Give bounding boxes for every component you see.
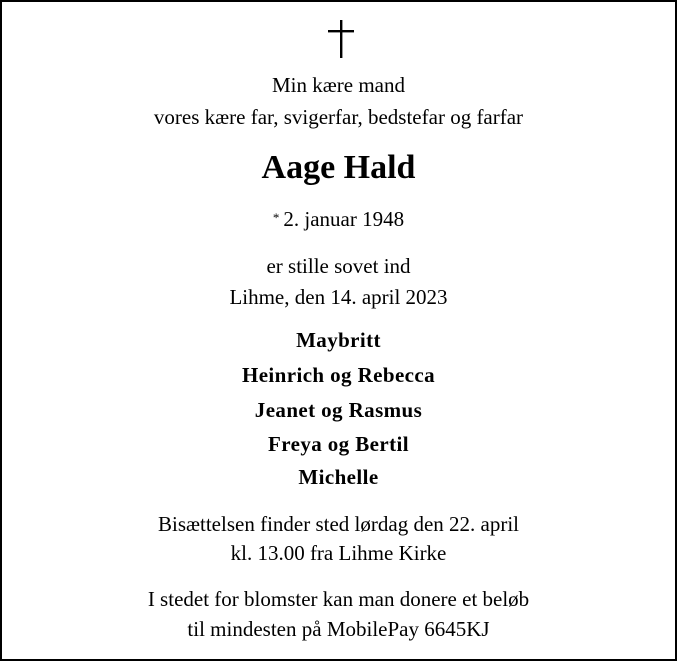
funeral-line-2: kl. 13.00 fra Lihme Kirke <box>230 541 447 565</box>
birth-date <box>2 206 675 231</box>
intro-line-1: Min kære mand <box>272 73 405 97</box>
family-member: Heinrich og Rebecca <box>241 363 436 387</box>
birth-date-text: 2. januar 1948 <box>283 207 405 231</box>
family-member: Maybritt <box>296 328 381 352</box>
birth-star-icon: * <box>272 210 280 225</box>
family-member: Freya og Bertil <box>268 432 409 456</box>
death-line-2: Lihme, den 14. april 2023 <box>229 285 448 309</box>
family-member: Jeanet og Rasmus <box>254 398 423 422</box>
funeral-line-1: Bisættelsen finder sted lørdag den 22. april <box>157 512 519 536</box>
cross-icon <box>328 20 354 58</box>
donation-line-1: I stedet for blomster kan man donere et beløb <box>147 587 530 611</box>
intro-line-2: vores kære far, svigerfar, bedstefar og farfar <box>153 105 524 129</box>
family-member: Michelle <box>298 465 379 489</box>
death-line-1: er stille sovet ind <box>266 254 411 278</box>
deceased-name: Aage Hald <box>261 149 416 186</box>
donation-line-2: til mindesten på MobilePay 6645KJ <box>187 617 490 641</box>
